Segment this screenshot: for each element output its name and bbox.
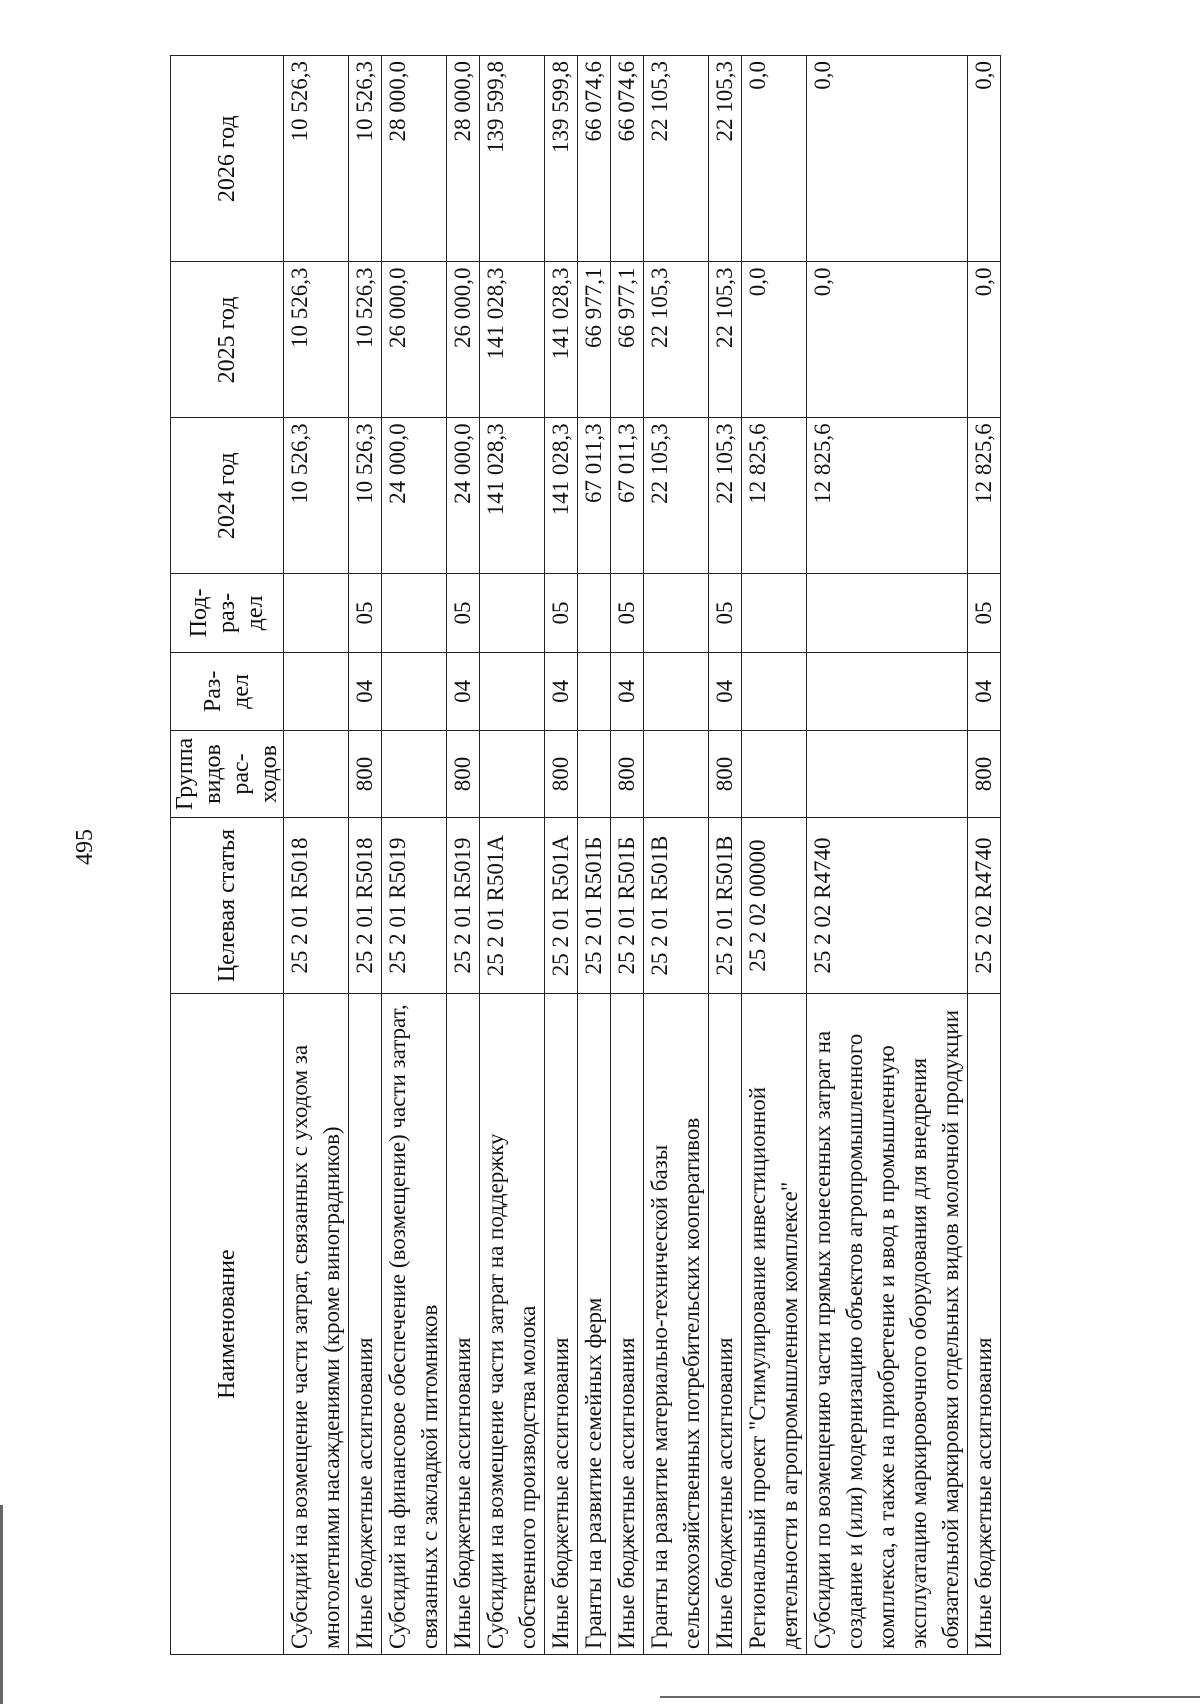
- target-article-cell: 25 2 02 R4740: [968, 817, 1001, 994]
- amount-2026-cell: 66 074,6: [611, 56, 644, 263]
- name-cell: Субсидии на возмещение части затрат на поддержку собственного производства молока: [480, 994, 545, 1655]
- target-article-cell: 25 2 01 R5019: [382, 817, 447, 994]
- section-cell: [284, 652, 349, 730]
- amount-2026-cell: 22 105,3: [709, 56, 742, 263]
- amount-2025-cell: 22 105,3: [644, 262, 709, 418]
- subsection-cell: [742, 574, 807, 652]
- header-2024: 2024 год: [171, 418, 284, 574]
- table-row: [480, 56, 545, 1655]
- amount-2025-cell: 66 977,1: [578, 262, 611, 418]
- section-cell: [480, 652, 545, 730]
- amount-2024-cell: 67 011,3: [611, 418, 644, 574]
- expense-group-cell: 800: [447, 731, 480, 818]
- expense-group-cell: [382, 731, 447, 818]
- amount-2026-cell: 0,0: [968, 56, 1001, 263]
- header-expense-group: Группа видов рас-ходов: [171, 731, 284, 818]
- amount-2024-cell: 10 526,3: [284, 418, 349, 574]
- header-section: Раз-дел: [171, 652, 284, 730]
- table-row: [284, 56, 349, 1655]
- header-subsection: Под-раз-дел: [171, 574, 284, 652]
- table-body: [284, 56, 1001, 1655]
- amount-2025-cell: 0,0: [742, 262, 807, 418]
- amount-2026-cell: 10 526,3: [349, 56, 382, 263]
- target-article-cell: 25 2 01 R5019: [447, 817, 480, 994]
- table-row: [709, 56, 742, 1655]
- amount-2025-cell: 0,0: [968, 262, 1001, 418]
- target-article-cell: 25 2 01 R5018: [349, 817, 382, 994]
- section-cell: 04: [545, 652, 578, 730]
- amount-2025-cell: 141 028,3: [545, 262, 578, 418]
- name-cell: Иные бюджетные ассигнования: [709, 994, 742, 1655]
- amount-2024-cell: 12 825,6: [742, 418, 807, 574]
- amount-2026-cell: 0,0: [807, 56, 968, 263]
- rotated-table-wrapper: [170, 55, 1140, 1655]
- section-cell: 04: [611, 652, 644, 730]
- name-cell: Субсидии по возмещению части прямых понесенных затрат на создание и (или) модернизацию объектов агропромышленного комплекса, а также на приобретение и ввод в промышленную эксплуатацию маркировочного оборудования для внедрения обязательной маркировки отдельных видов молочной продукции: [807, 994, 968, 1655]
- name-cell: Гранты на развитие материально-технической базы сельскохозяйственных потребительских кооперативов: [644, 994, 709, 1655]
- expense-group-cell: [644, 731, 709, 818]
- target-article-cell: 25 2 02 R4740: [807, 817, 968, 994]
- amount-2024-cell: 24 000,0: [447, 418, 480, 574]
- amount-2025-cell: 10 526,3: [349, 262, 382, 418]
- expense-group-cell: [284, 731, 349, 818]
- amount-2024-cell: 141 028,3: [480, 418, 545, 574]
- target-article-cell: 25 2 01 R501В: [709, 817, 742, 994]
- subsection-cell: 05: [611, 574, 644, 652]
- amount-2024-cell: 12 825,6: [968, 418, 1001, 574]
- subsection-cell: 05: [709, 574, 742, 652]
- scan-line: [660, 1696, 1200, 1698]
- amount-2026-cell: 22 105,3: [644, 56, 709, 263]
- section-cell: 04: [968, 652, 1001, 730]
- amount-2026-cell: 28 000,0: [382, 56, 447, 263]
- subsection-cell: [382, 574, 447, 652]
- subsection-cell: [480, 574, 545, 652]
- table-row: [349, 56, 382, 1655]
- amount-2024-cell: 10 526,3: [349, 418, 382, 574]
- amount-2025-cell: 26 000,0: [447, 262, 480, 418]
- subsection-cell: [644, 574, 709, 652]
- header-name: Наименование: [171, 994, 284, 1655]
- target-article-cell: 25 2 01 R501Б: [611, 817, 644, 994]
- subsection-cell: 05: [545, 574, 578, 652]
- target-article-cell: 25 2 02 00000: [742, 817, 807, 994]
- section-cell: [742, 652, 807, 730]
- amount-2024-cell: 22 105,3: [644, 418, 709, 574]
- section-cell: [807, 652, 968, 730]
- table-row: [644, 56, 709, 1655]
- amount-2024-cell: 141 028,3: [545, 418, 578, 574]
- table-row: [968, 56, 1001, 1655]
- table-row: [611, 56, 644, 1655]
- page-number: 495: [72, 829, 98, 865]
- name-cell: Региональный проект "Стимулирование инвестиционной деятельности в агропромышленном комплексе": [742, 994, 807, 1655]
- amount-2025-cell: 0,0: [807, 262, 968, 418]
- amount-2025-cell: 10 526,3: [284, 262, 349, 418]
- expense-group-cell: 800: [349, 731, 382, 818]
- table-row: [742, 56, 807, 1655]
- header-2025: 2025 год: [171, 262, 284, 418]
- target-article-cell: 25 2 01 R501А: [480, 817, 545, 994]
- name-cell: Субсидий на возмещение части затрат, связанных с уходом за многолетними насаждениями (кроме виноградников): [284, 994, 349, 1655]
- section-cell: [382, 652, 447, 730]
- table-row: [807, 56, 968, 1655]
- amount-2026-cell: 10 526,3: [284, 56, 349, 263]
- target-article-cell: 25 2 01 R501А: [545, 817, 578, 994]
- name-cell: Субсидий на финансовое обеспечение (возмещение) части затрат, связанных с закладкой питомников: [382, 994, 447, 1655]
- subsection-cell: [284, 574, 349, 652]
- header-target-article: Целевая статья: [171, 817, 284, 994]
- target-article-cell: 25 2 01 R5018: [284, 817, 349, 994]
- target-article-cell: 25 2 01 R501Б: [578, 817, 611, 994]
- header-row: [171, 56, 284, 1655]
- amount-2024-cell: 24 000,0: [382, 418, 447, 574]
- name-cell: Иные бюджетные ассигнования: [968, 994, 1001, 1655]
- expense-group-cell: 800: [968, 731, 1001, 818]
- name-cell: Иные бюджетные ассигнования: [349, 994, 382, 1655]
- name-cell: Иные бюджетные ассигнования: [611, 994, 644, 1655]
- table-row: [578, 56, 611, 1655]
- expense-group-cell: [807, 731, 968, 818]
- section-cell: 04: [349, 652, 382, 730]
- target-article-cell: 25 2 01 R501В: [644, 817, 709, 994]
- expense-group-cell: [480, 731, 545, 818]
- expense-group-cell: [742, 731, 807, 818]
- section-cell: [578, 652, 611, 730]
- amount-2024-cell: 67 011,3: [578, 418, 611, 574]
- subsection-cell: 05: [349, 574, 382, 652]
- table-row: [447, 56, 480, 1655]
- scan-edge: [0, 1505, 3, 1704]
- amount-2026-cell: 66 074,6: [578, 56, 611, 263]
- subsection-cell: [578, 574, 611, 652]
- expense-group-cell: [578, 731, 611, 818]
- section-cell: [644, 652, 709, 730]
- amount-2024-cell: 22 105,3: [709, 418, 742, 574]
- amount-2025-cell: 66 977,1: [611, 262, 644, 418]
- subsection-cell: 05: [968, 574, 1001, 652]
- budget-table: [170, 55, 1001, 1655]
- amount-2026-cell: 28 000,0: [447, 56, 480, 263]
- name-cell: Иные бюджетные ассигнования: [447, 994, 480, 1655]
- table-row: [382, 56, 447, 1655]
- name-cell: Иные бюджетные ассигнования: [545, 994, 578, 1655]
- subsection-cell: [807, 574, 968, 652]
- header-2026: 2026 год: [171, 56, 284, 263]
- expense-group-cell: 800: [545, 731, 578, 818]
- amount-2025-cell: 141 028,3: [480, 262, 545, 418]
- amount-2024-cell: 12 825,6: [807, 418, 968, 574]
- table-row: [545, 56, 578, 1655]
- amount-2025-cell: 22 105,3: [709, 262, 742, 418]
- expense-group-cell: 800: [709, 731, 742, 818]
- section-cell: 04: [447, 652, 480, 730]
- amount-2025-cell: 26 000,0: [382, 262, 447, 418]
- subsection-cell: 05: [447, 574, 480, 652]
- amount-2026-cell: 139 599,8: [545, 56, 578, 263]
- amount-2026-cell: 0,0: [742, 56, 807, 263]
- amount-2026-cell: 139 599,8: [480, 56, 545, 263]
- name-cell: Гранты на развитие семейных ферм: [578, 994, 611, 1655]
- expense-group-cell: 800: [611, 731, 644, 818]
- section-cell: 04: [709, 652, 742, 730]
